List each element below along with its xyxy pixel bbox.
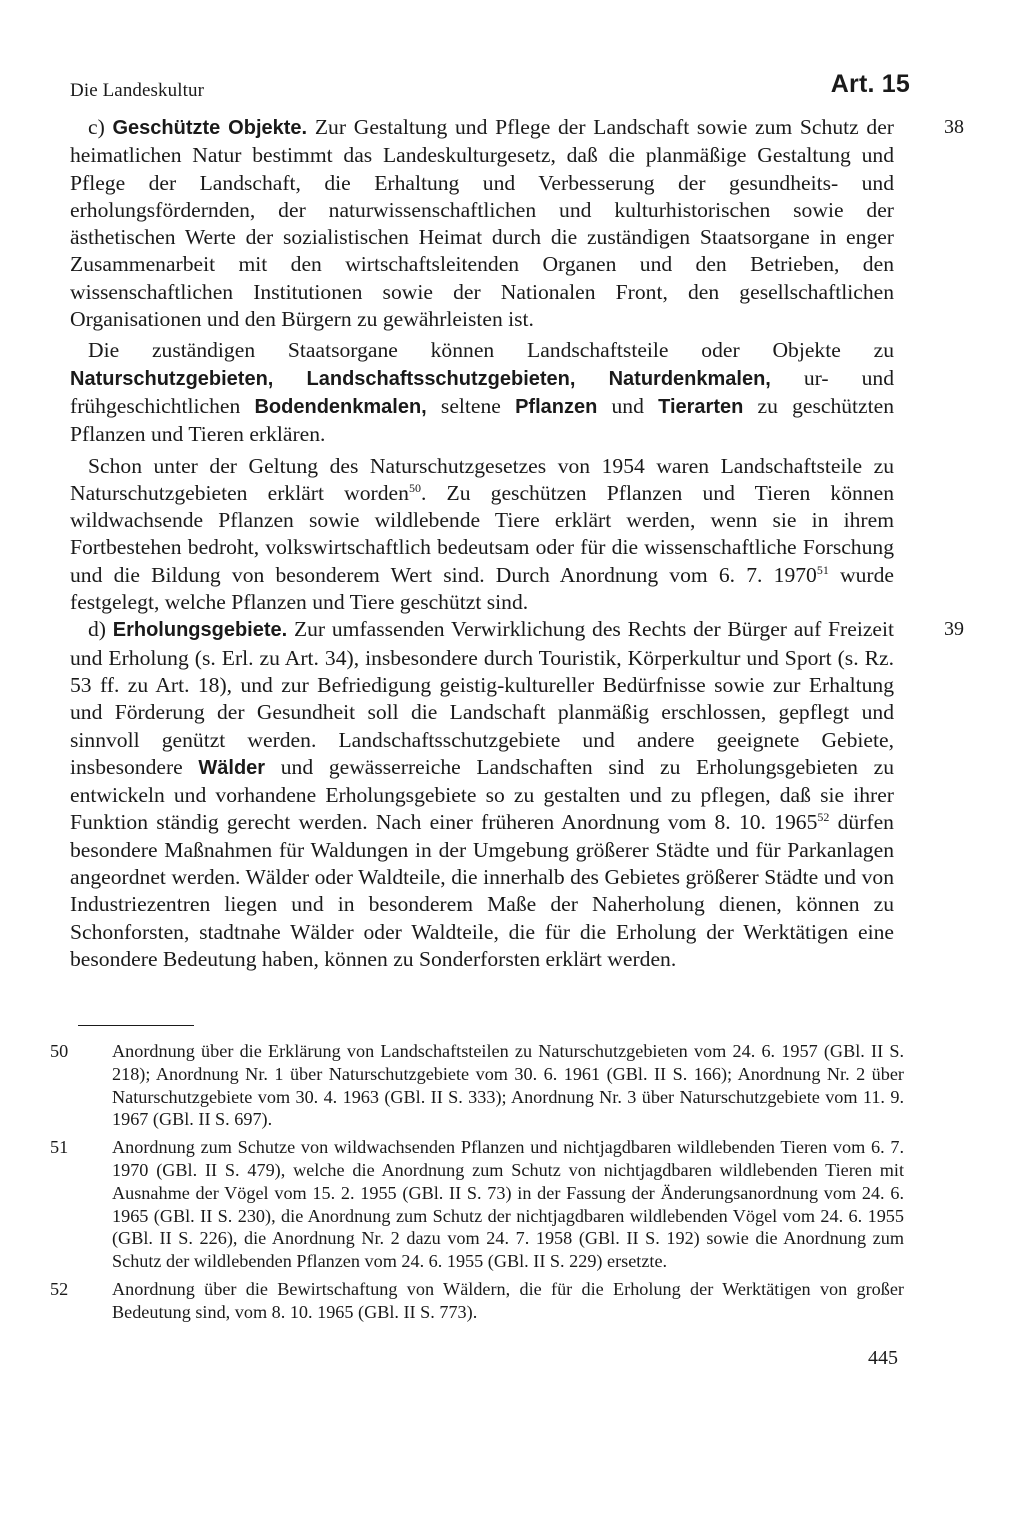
footnote-50	[50, 1040, 904, 1131]
section-heading-erholungsgebiete: Erholungsgebiete.	[112, 619, 288, 642]
footnote-number: 50	[50, 1041, 69, 1061]
bold-term: Naturschutzgebieten, Landschaftsschutzgebieten, Naturdenkmalen,	[70, 367, 771, 390]
footnote-number: 52	[50, 1278, 69, 1299]
paragraph-text: und gewässerreiche Landschaften sind zu Erholungsgebieten zu entwickeln und vorhandene Erholungsgebiete so zu gestalten und zu pflegen, daß sie ihrer Funktion ständig gerecht werden. Nach einer früheren Anordnung vom 8. 10. 1965	[70, 754, 894, 835]
paragraph-naturschutzgesetz	[70, 453, 894, 617]
footnote-text: Anordnung zum Schutze von wildwachsenden Pflanzen und nichtjagdbaren wildlebenden Tieren vom 6. 7. 1970 (GBl. II S. 479), welche die Anordnung zum Schutz von nichtjagdbaren wildlebenden Tieren mit Ausnahme der Vögel vom 15. 2. 1955 (GBl. II S. 73) in der Fassung der Änderungsanordnung vom 24. 6. 1965 (GBl. II S. 230), die Anordnung zum Schutz der nichtjagdbaren wildlebenden Vögel vom 24. 6. 1955 (GBl. II S. 226), die Anordnung Nr. 2 dazu vom 24. 7. 1958 (GBl. II S. 192) sowie die Anordnung zum Schutz der wildlebenden Pflanzen vom 24. 6. 1955 (GBl. II S. 229) ersetzte.	[112, 1137, 904, 1272]
paragraph-geschuetzte-objekte	[70, 114, 964, 333]
footnote-ref-50[interactable]: 50	[408, 480, 421, 495]
paragraph-text: Die zuständigen Staatsorgane können Landschaftsteile oder Objekte zu	[88, 338, 894, 363]
running-title: Die Landeskultur	[70, 80, 205, 101]
article-label: Art. 15	[830, 70, 910, 98]
paragraph-text: Zur Gestaltung und Pflege der Landschaft sowie zum Schutz der heimatlichen Natur bestimmt das Landeskulturgesetz, daß die planmäßige Gestaltung und Pflege der Landschaft, die Erhaltung und Verbesserung der gesundheits- und erholungsfördernden, der naturwissenschaftlichen und kulturhistorischen sowie der ästhetischen Werte der sozialistischen Heimat durch die zuständigen Staatsorgane in enger Zusammenarbeit mit den wirtschaftsleitenden Organen und den Betrieben, den wissenschaftlichen Institutionen sowie der Nationalen Front, den gesellschaftlichen Organisationen und den Bürgern zu gewährleisten ist.	[70, 115, 894, 332]
margin-number-38: 38	[944, 116, 964, 138]
footnote-text: Anordnung über die Bewirtschaftung von Wäldern, die für die Erholung der Werktätigen von großer Bedeutung sind, vom 8. 10. 1965 (GBl. II S. 773).	[112, 1278, 904, 1322]
section-heading-geschuetzte-objekte: Geschützte Objekte.	[112, 117, 308, 139]
footnotes	[50, 1040, 904, 1329]
bold-term: Pflanzen	[515, 395, 598, 418]
body-text	[70, 114, 964, 973]
paragraph-text: Zur umfassenden Verwirklichung des Rechts der Bürger auf Freizeit und Erholung (s. Erl. zu Art. 34), insbesondere durch Touristik, Körperkultur und Sport (s. Rz. 53 ff. zu Art. 18), und zur Befriedigung geistig-kultureller Bedürfnisse sowie zur Erhaltung und Förderung der Gesundheit soll die Landschaft planmäßig erschlossen, gepflegt und sinnvoll genützt werden. Landschaftsschutzgebiete und andere geeignete Gebiete, insbesondere	[70, 617, 894, 779]
paragraph-text: und	[597, 393, 659, 418]
paragraph-schutzkategorien	[70, 337, 894, 448]
page-number: 445	[868, 1347, 898, 1369]
paragraph-text: dürfen besondere Maßnahmen für Waldungen in der Umgebung größerer Städte und für Parkanlagen angeordnet werden. Wälder oder Waldteile, die innerhalb des Gebietes größerer Städte und von Industriezentren liegen und in besonderem Maße der Naherholung dienen, können zu Schonforsten, stadtnahe Wälder oder Waldteile, die für die Erholung der Werktätigen eine besondere Bedeutung haben, können zu Sonderforsten erklärt werden.	[70, 810, 894, 971]
running-head	[70, 70, 910, 104]
bold-term: Bodendenkmalen,	[254, 395, 427, 418]
paragraph-erholungsgebiete	[70, 616, 964, 973]
footnote-number: 51	[50, 1137, 69, 1158]
enumeration-d: d)	[88, 617, 113, 642]
paragraph-text: . Zu geschützen Pflanzen und Tieren können wildwachsende Pflanzen sowie wildlebende Tiere erklärt werden, wenn sie in ihrem Fortbestehen bedroht, volkswirtschaftlich bedeutsam oder für die wissenschaftliche Forschung und die Bildung von besonderem Wert sind. Durch Anordnung vom 6. 7. 1970	[70, 480, 894, 587]
footnote-ref-52[interactable]: 52	[817, 810, 830, 825]
footnote-51	[50, 1136, 904, 1273]
footnote-separator	[78, 1025, 194, 1026]
margin-number-39: 39	[944, 618, 964, 641]
paragraph-text: ur- und frühgeschichtlichen	[70, 365, 894, 418]
footnote-text: Anordnung über die Erklärung von Landschaftsteilen zu Naturschutzgebieten vom 24. 6. 1957 (GBl. II S. 218); Anordnung Nr. 1 über Naturschutzgebiete vom 30. 6. 1961 (GBl. II S. 166); Anordnung Nr. 2 über Naturschutzgebiete vom 30. 4. 1963 (GBl. II S. 333); Anordnung Nr. 3 über Naturschutzgebiete vom 11. 9. 1967 (GBl. II S. 697).	[112, 1041, 904, 1130]
paragraph-text: seltene	[426, 393, 516, 418]
paragraph-text: zu geschützten Pflanzen und Tieren erklären.	[70, 393, 895, 447]
paragraph-text: wurde festgelegt, welche Pflanzen und Tiere geschützt sind.	[70, 562, 894, 615]
bold-term: Tierarten	[658, 395, 744, 418]
enumeration-c: c)	[88, 115, 113, 139]
paragraph-text: Schon unter der Geltung des Naturschutzgesetzes von 1954 waren Landschaftsteile zu Naturschutzgebieten erklärt worden	[70, 453, 894, 505]
bold-term: Wälder	[198, 756, 266, 779]
footnote-ref-51[interactable]: 51	[816, 562, 829, 577]
footnote-52	[50, 1278, 904, 1324]
